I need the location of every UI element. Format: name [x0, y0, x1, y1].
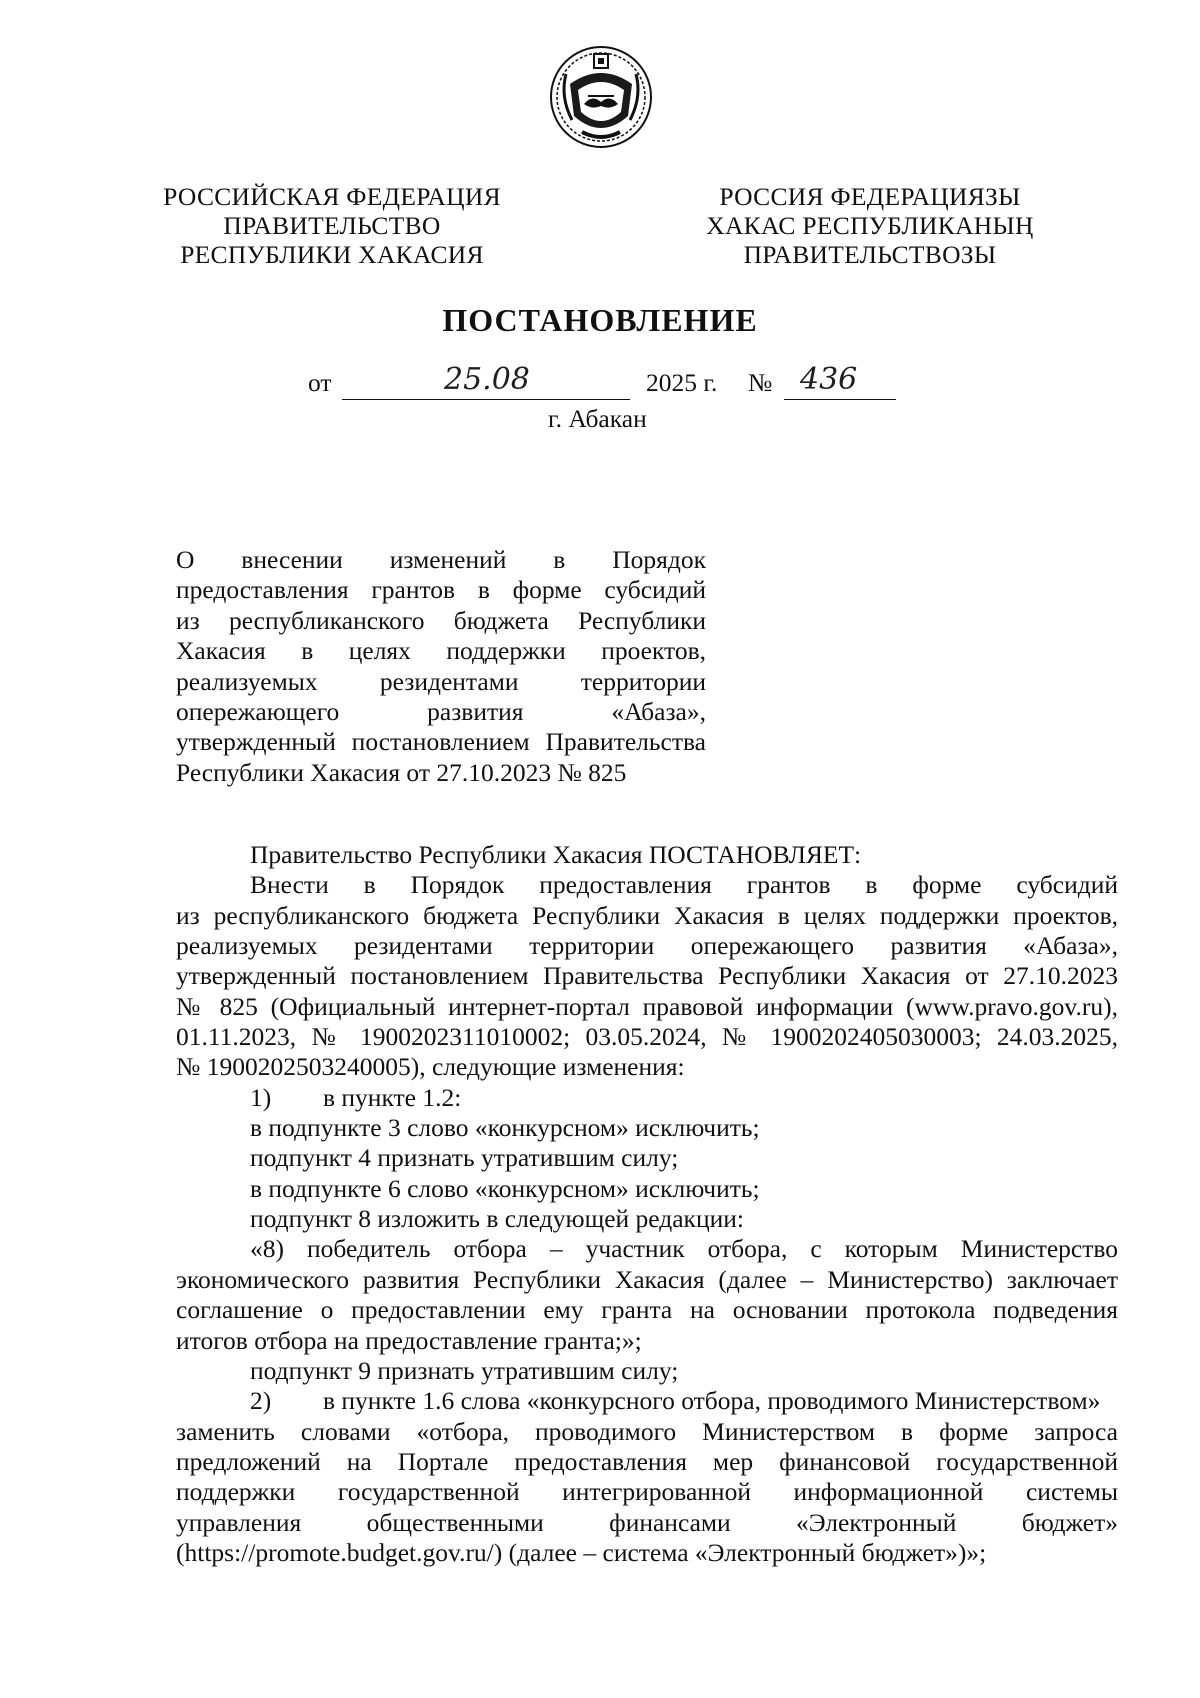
date-from-label: от: [308, 368, 332, 397]
header-right: [680, 182, 1060, 269]
quote-line: «8) победитель отбора – участник отбора, с которым Министерство: [250, 1234, 1118, 1264]
header-left-line: ПРАВИТЕЛЬСТВО: [223, 211, 441, 240]
date-underline: [342, 399, 630, 400]
item-1: [176, 1083, 1118, 1113]
body-line: подпункт 9 признать утратившим силу;: [250, 1355, 679, 1385]
subject-line: утвержденный постановлением Правительства: [176, 727, 706, 757]
subject-line: Хакасия в целях поддержки проектов,: [176, 636, 706, 666]
quote-line: соглашение о предоставлении ему гранта на основании протокола подведения: [176, 1295, 1118, 1325]
body-line: из республиканского бюджета Республики Хакасия в целях поддержки проектов,: [176, 900, 1118, 930]
body-line: управления общественными финансами «Электронный бюджет»: [176, 1507, 1118, 1537]
subject-line: опережающего развития «Абаза»,: [176, 696, 706, 726]
number-underline: [784, 399, 896, 400]
date-handwritten: 25.08: [444, 362, 530, 397]
body-line: поддержки государственной интегрированной информационной системы: [176, 1477, 1118, 1507]
body-line: Внести в Порядок предоставления грантов в форме субсидий: [250, 870, 1118, 900]
header-right-line: ХАКАС РЕСПУБЛИКАНЫҢ: [706, 211, 1034, 240]
subject-line: Республики Хакасия от 27.10.2023 № 825: [176, 757, 627, 787]
item-1-number: 1): [250, 1082, 272, 1112]
coat-of-arms-emblem: [548, 44, 654, 150]
body-line: предложений на Портале предоставления мер финансовой государственной: [176, 1446, 1118, 1476]
document-title: ПОСТАНОВЛЕНИЕ: [442, 302, 758, 338]
body-line: подпункт 4 признать утратившим силу;: [250, 1143, 679, 1173]
year-label: 2025 г.: [646, 368, 718, 397]
header-left-line: РЕСПУБЛИКИ ХАКАСИЯ: [180, 240, 484, 269]
number-handwritten: 436: [800, 362, 858, 397]
body-text: [176, 840, 1118, 1568]
header-right-line: РОССИЯ ФЕДЕРАЦИЯЗЫ: [719, 182, 1021, 211]
body-line: в подпункте 6 слово «конкурсном» исключить;: [250, 1173, 760, 1203]
item-2-text: в пункте 1.6 слова «конкурсного отбора, проводимого Министерством»: [323, 1386, 1101, 1416]
body-line: в подпункте 3 слово «конкурсном» исключить;: [250, 1113, 760, 1143]
subject-line: реализуемых резидентами территории: [176, 666, 706, 696]
body-line: № 1900202503240005), следующие изменения:: [176, 1052, 685, 1082]
body-line: 01.11.2023, № 1900202311010002; 03.05.2024, № 1900202405030003; 24.03.2025,: [176, 1022, 1118, 1052]
quote-line: итогов отбора на предоставление гранта;»;: [176, 1325, 642, 1355]
body-line: подпункт 8 изложить в следующей редакции:: [250, 1204, 744, 1234]
number-label: №: [748, 368, 773, 397]
header-left-line: РОССИЙСКАЯ ФЕДЕРАЦИЯ: [163, 182, 501, 211]
body-line: заменить словами «отбора, проводимого Министерством в форме запроса: [176, 1416, 1118, 1446]
preamble: Правительство Республики Хакасия ПОСТАНОВЛЯЕТ:: [250, 840, 862, 869]
item-2: [176, 1386, 1118, 1416]
header-right-line: ПРАВИТЕЛЬСТВОЗЫ: [743, 240, 997, 269]
city-label: г. Абакан: [548, 404, 647, 433]
subject-line: предоставления грантов в форме субсидий: [176, 575, 706, 605]
subject-line: О внесении изменений в Порядок: [176, 545, 706, 574]
body-line: реализуемых резидентами территории опережающего развития «Абаза»,: [176, 931, 1118, 961]
subject-line: из республиканского бюджета Республики: [176, 605, 706, 635]
item-1-text: в пункте 1.2:: [323, 1082, 462, 1112]
body-line: № 825 (Официальный интернет-портал правовой информации (www.pravo.gov.ru),: [176, 991, 1118, 1021]
body-line: (https://promote.budget.gov.ru/) (далее – система «Электронный бюджет»)»;: [176, 1537, 987, 1567]
item-2-number: 2): [250, 1386, 272, 1416]
body-line: утвержденный постановлением Правительства Республики Хакасия от 27.10.2023: [176, 961, 1118, 991]
quote-line: экономического развития Республики Хакасия (далее – Министерство) заключает: [176, 1264, 1118, 1294]
subject-block: [176, 545, 706, 788]
header-left: [150, 182, 514, 269]
